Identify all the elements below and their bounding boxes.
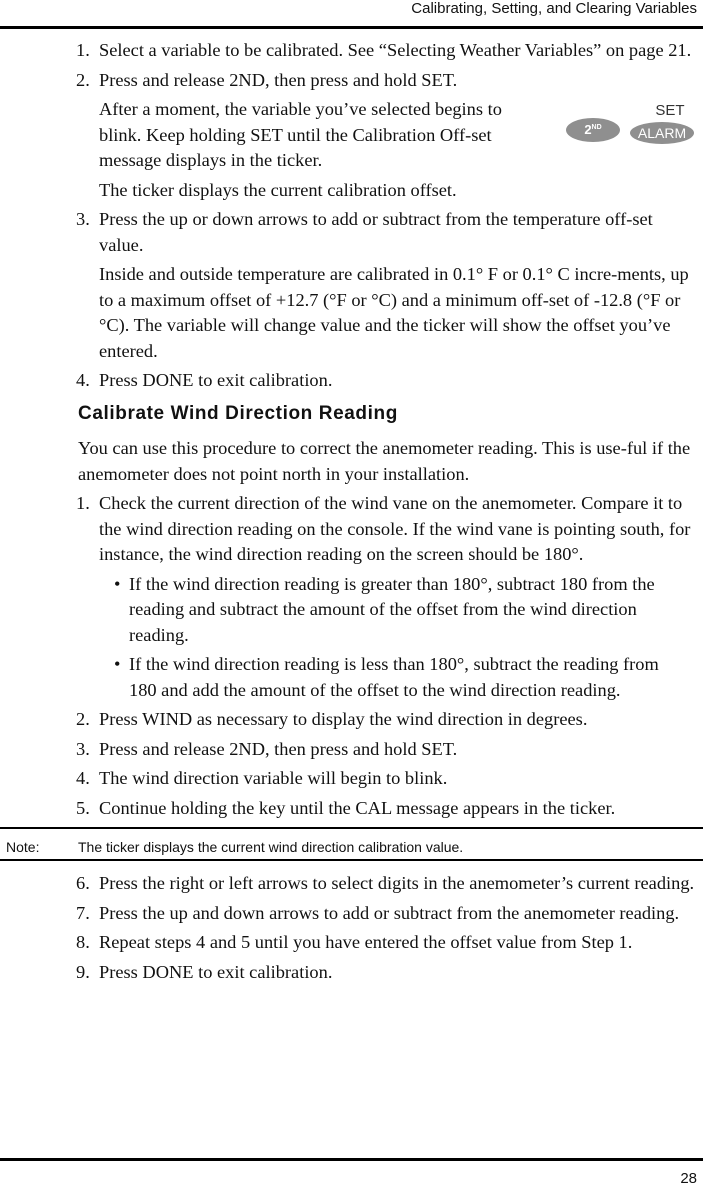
- paragraph-increments: Inside and outside temperature are calibrated in 0.1° F or 0.1° C incre-ments, up to a maximum offset of +12.7 (°F or °C) and a minimum off-set of -12.8 (°F or °C). The variable will change value and the ticker will show the offset you’ve entered.: [99, 264, 689, 361]
- page-body: [0, 38, 703, 989]
- step-a4: 4. Press DONE to exit calibration.: [76, 370, 333, 390]
- note-text: The ticker displays the current wind direction calibration value.: [78, 839, 464, 855]
- paragraph-blink: After a moment, the variable you’ve selected begins to blink. Keep holding SET until the Calibration Off-set message displays in the ticker.: [99, 99, 502, 170]
- step-c8: 8. Repeat steps 4 and 5 until you have entered the offset value from Step 1.: [76, 932, 633, 952]
- page-number: 28: [680, 1170, 697, 1187]
- second-key-icon: 2ND: [566, 118, 620, 142]
- step-a3: 3. Press the up or down arrows to add or subtract from the temperature off-set value.: [76, 209, 653, 255]
- step-b1: 1. Check the current direction of the wind vane on the anemometer. Compare it to the wind direction reading on the console. If the wind vane is pointing south, for instance, the wind direction reading on the screen should be 180°.: [76, 493, 691, 564]
- step-c9: 9. Press DONE to exit calibration.: [76, 961, 333, 982]
- step-c6: 6. Press the right or left arrows to select digits in the anemometer’s current reading.: [76, 873, 695, 893]
- set-key-label: SET: [655, 102, 685, 119]
- header-rule: [0, 26, 703, 29]
- footer-rule: [0, 1158, 703, 1161]
- bullet-item: • If the wind direction reading is less than 180°, subtract the reading from 180 and add the amount of the offset to the wind direction reading.: [114, 654, 659, 700]
- alarm-key-icon: ALARM: [630, 122, 694, 144]
- note-box: [0, 827, 703, 861]
- step-b5: 5. Continue holding the key until the CAL message appears in the ticker.: [76, 797, 616, 818]
- step-a1: 1. Select a variable to be calibrated. See “Selecting Weather Variables” on page 21.: [76, 40, 692, 60]
- step-a2: 2. Press and release 2ND, then press and hold SET.: [76, 69, 458, 90]
- step-b4: 4. The wind direction variable will begin to blink.: [76, 768, 448, 788]
- bullet-item: • If the wind direction reading is greater than 180°, subtract 180 from the reading and subtract the amount of the offset from the wind direction reading.: [114, 573, 655, 645]
- step-b3: 3. Press and release 2ND, then press and hold SET.: [76, 738, 458, 759]
- note-label: Note:: [6, 839, 40, 855]
- running-header: Calibrating, Setting, and Clearing Variables: [411, 0, 697, 17]
- paragraph-ticker: The ticker displays the current calibration offset.: [99, 179, 457, 200]
- section-heading: Calibrate Wind Direction Reading: [78, 402, 398, 424]
- step-c7: 7. Press the up and down arrows to add or subtract from the anemometer reading.: [76, 902, 680, 923]
- step-b2: 2. Press WIND as necessary to display the wind direction in degrees.: [76, 709, 588, 729]
- section-intro: You can use this procedure to correct the anemometer reading. This is use-ful if the anemometer does not point north in your installation.: [78, 438, 691, 484]
